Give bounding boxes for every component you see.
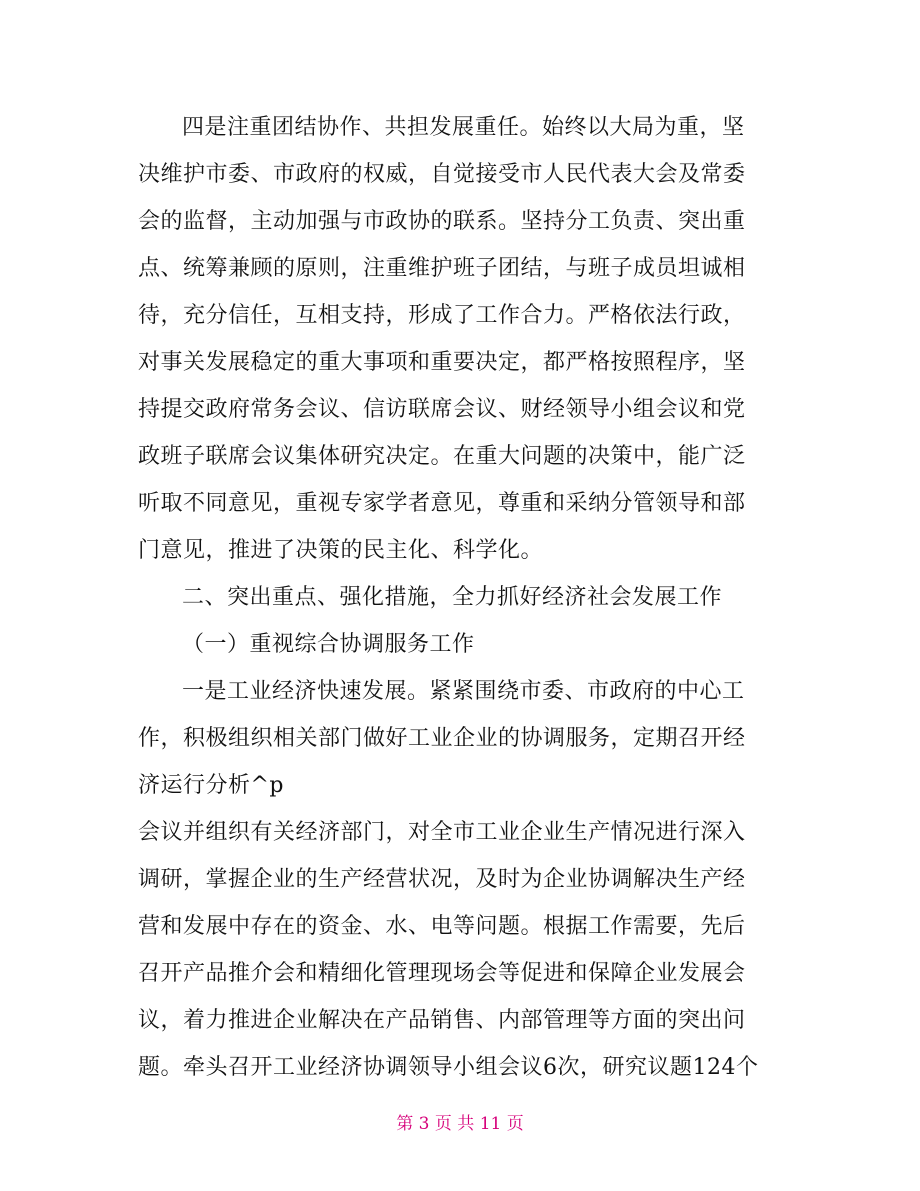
- paragraph-line: 持提交政府常务会议、信访联席会议、财经领导小组会议和党: [138, 397, 746, 422]
- paragraph-line: 对事关发展稳定的重大事项和重要决定，都严格按照程序，坚: [138, 350, 746, 375]
- paragraph-line: 会议并组织有关经济部门，对全市工业企业生产情况进行深入: [138, 820, 746, 845]
- paragraph-line: 题。牵头召开工业经济协调领导小组会议6次，研究议题124个: [138, 1055, 759, 1080]
- paragraph-line: 召开产品推介会和精细化管理现场会等促进和保障企业发展会: [138, 961, 746, 986]
- paragraph-line: 议，着力推进企业解决在产品销售、内部管理等方面的突出问: [138, 1008, 746, 1033]
- paragraph-line: 待，充分信任，互相支持，形成了工作合力。严格依法行政，: [138, 303, 746, 328]
- paragraph-line: 一是工业经济快速发展。紧紧围绕市委、市政府的中心工: [182, 679, 745, 704]
- paragraph-line: 作，积极组织相关部门做好工业企业的协调服务，定期召开经: [138, 726, 746, 751]
- paragraph-line: 点、统筹兼顾的原则，注重维护班子团结，与班子成员坦诚相: [138, 256, 746, 281]
- paragraph-line: 济运行分析^p: [138, 773, 285, 798]
- paragraph-line: 决维护市委、市政府的权威，自觉接受市人民代表大会及常委: [138, 162, 746, 187]
- paragraph-line: 营和发展中存在的资金、水、电等问题。根据工作需要，先后: [138, 914, 746, 939]
- paragraph-line: 政班子联席会议集体研究决定。在重大问题的决策中，能广泛: [138, 444, 746, 469]
- paragraph-line: 会的监督，主动加强与市政协的联系。坚持分工负责、突出重: [138, 209, 746, 234]
- paragraph-line: 门意见，推进了决策的民主化、科学化。: [138, 538, 544, 563]
- paragraph-line: 调研，掌握企业的生产经营状况，及时为企业协调解决生产经: [138, 867, 746, 892]
- section-heading: 二、突出重点、强化措施，全力抓好经济社会发展工作: [182, 585, 723, 610]
- page-number-footer: 第 3 页 共 11 页: [396, 1114, 524, 1134]
- document-body: [138, 104, 788, 1091]
- subsection-heading: （一）重视综合协调服务工作: [182, 632, 475, 657]
- paragraph-line: 四是注重团结协作、共担发展重任。始终以大局为重，坚: [182, 115, 745, 140]
- paragraph-line: 听取不同意见，重视专家学者意见，尊重和采纳分管领导和部: [138, 491, 746, 516]
